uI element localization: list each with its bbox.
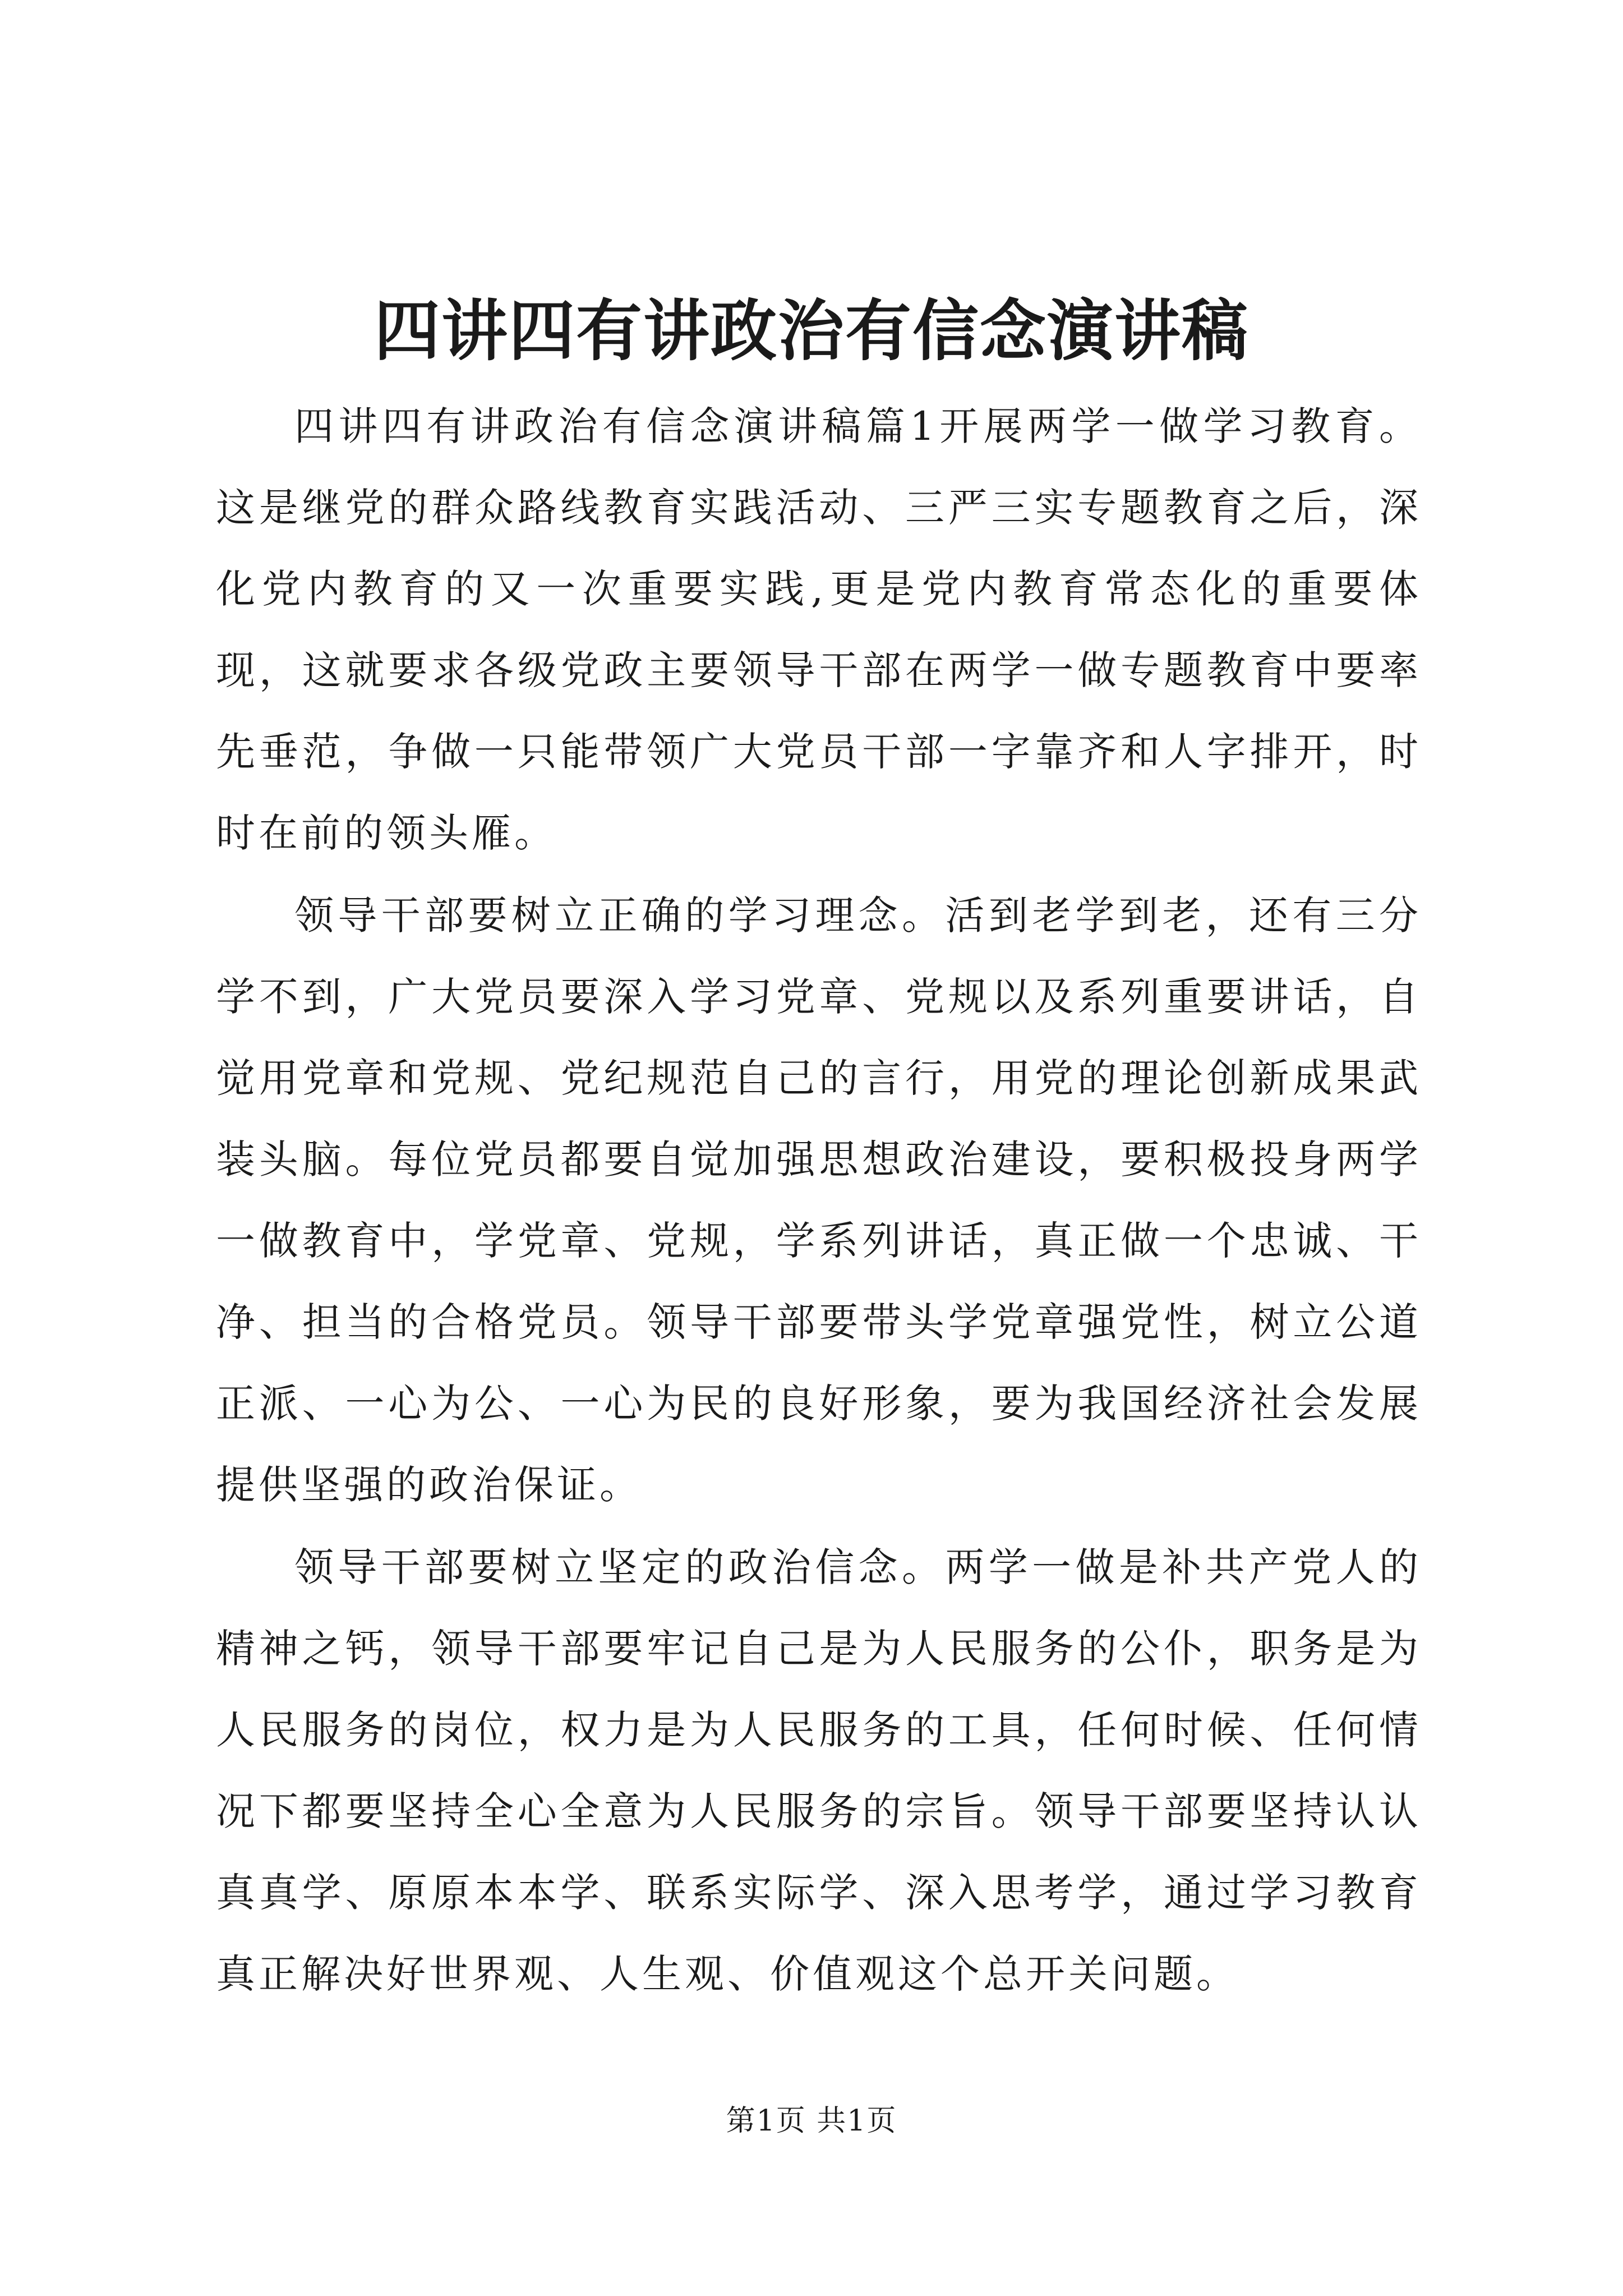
page-number-footer: 第1页 共1页: [726, 2104, 897, 2138]
paragraph-2: 领导干部要树立正确的学习理念。活到老学到老，还有三分学不到，广大党员要深入学习党章、党规以及系列重要讲话，自觉用党章和党规、党纪规范自己的言行，用党的理论创新成果武装头脑。每位党员都要自觉加强思想政治建设，要积极投身两学一做教育中，学党章、党规，学系列讲话，真正做一个忠诚、干净、担当的合格党员。领导干部要带头学党章强党性，树立公道正派、一心为公、一心为民的良好形象，要为我国经济社会发展提供坚强的政治保证。: [216, 892, 1422, 1508]
paragraph-1: 四讲四有讲政治有信念演讲稿篇1开展两学一做学习教育。这是继党的群众路线教育实践活动、三严三实专题教育之后，深化党内教育的又一次重要实践,更是党内教育常态化的重要体现，这就要求各级党政主要领导干部在两学一做专题教育中要率先垂范，争做一只能带领广大党员干部一字靠齐和人字排开，时时在前的领头雁。: [216, 403, 1422, 856]
paragraph-3: 领导干部要树立坚定的政治信念。两学一做是补共产党人的精神之钙，领导干部要牢记自己是为人民服务的公仆，职务是为人民服务的岗位，权力是为人民服务的工具，任何时候、任何情况下都要坚持全心全意为人民服务的宗旨。领导干部要坚持认认真真学、原原本本学、联系实际学、深入思考学，通过学习教育真正解决好世界观、人生观、价值观这个总开关问题。: [216, 1544, 1422, 1997]
document-body: [216, 386, 1422, 2015]
document-title: 四讲四有讲政治有信念演讲稿: [374, 292, 1249, 370]
